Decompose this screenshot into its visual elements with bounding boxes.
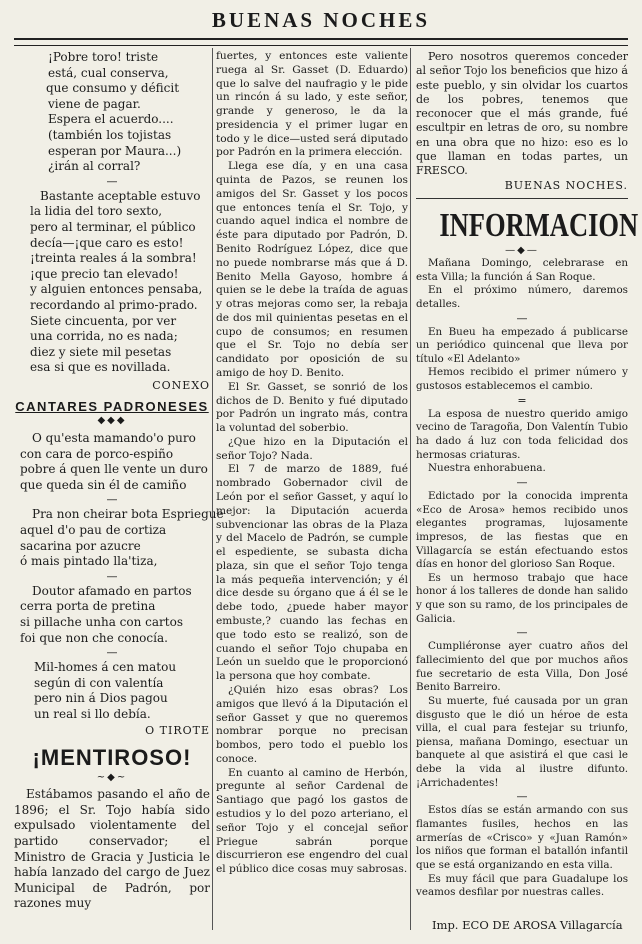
article-paragraph: El 7 de marzo de 1889, fué nombrado Gobernador civil de León por el señor Gasset, y aquí lo mejor: la Diputación acuerda subvencionar las obras de la Plaza y del Macelo de Padrón, se cumple el espediente, se subasta dicha plaza, sin que el señor Tojo tenga la más pequeña intervención; y él dice desde su órgano que á él se le debe todo, ¿puede haber mayor embuste,? cuando las fechas en que todo esto se realizó, son de cuando el señor Tojo chupaba en León un sueldo que le proporcionó la persona que hoy combate. — [216, 463, 408, 683]
section-title-informacion: INFORMACION — [439, 206, 639, 244]
article-paragraph: En cuanto al camino de Herbón, pregunte al señor Cardenal de Santiago que pagó los gastos de estudios y lo del pozo arteriano, el señor Tojo y el concejal señor Priegue sabrán porque discurrieron ese engendro del cual el público dice cosas muy sabrosas. — [216, 766, 408, 876]
verse-line: pero nin á Dios pagou — [34, 691, 168, 706]
news-item: Estos días se están armando con sus flamantes fusiles, hechos en las armerías de «Crisco» y «Juan Ramón» los niños que forman el batallón infantil que se está organizando en esta villa. — [416, 804, 628, 871]
verse-line: una corrida, no es nada; — [30, 329, 178, 344]
separator-dash: = — [517, 393, 527, 407]
news-item: Es muy fácil que para Guadalupe los veamos desfilar por nuestras calles. — [416, 872, 628, 899]
masthead — [14, 6, 628, 40]
verse-line: un real si llo debía. — [34, 706, 151, 721]
verse-line: ¡Pobre toro! triste — [48, 50, 159, 64]
verse-line: que consumo y déficit — [46, 81, 180, 96]
signature: O TIROTE — [145, 723, 210, 737]
verse-line: sacarina por azucre — [20, 538, 141, 553]
verse-line: Siete cincuenta, por ver — [30, 313, 177, 328]
news-item: Edictado por la conocida imprenta «Eco de Arosa» hemos recibido unos elegantes programas, lujosamente impresos, de las fiestas que en Villagarcía se están efectuando estos días en honor del glorioso San Roque. — [416, 489, 628, 571]
verse-line: cerra porta de pretina — [20, 599, 156, 614]
separator-dash: — — [516, 790, 528, 804]
masthead-rule — [14, 38, 628, 46]
signature: CONEXO — [152, 378, 210, 392]
verse-line: ¡treinta reales á la sombra! — [30, 251, 197, 266]
column-2 — [216, 50, 408, 877]
article-paragraph: Pero nosotros queremos conceder al señor Tojo los beneficios que hizo á este pueblo, y sin olvidar los cuartos de los pobres, tenemos que reconocer que el más grande, fué escultpir en letras de oro, su nombre en una obra que no hizo: eso es lo que llaman en todas partes, un FRESCO. — [416, 50, 628, 178]
verse-line: Doutor afamado en partos — [32, 583, 192, 598]
article-paragraph: Estábamos pasando el año de 1896; el Sr. Tojo había sido expulsado violentamente del partido conservador; el Ministro de Gracia y Justicia le había lanzado del cargo de Juez Municipal de Padrón, por razones muy — [14, 787, 210, 911]
separator-dash: — — [106, 646, 118, 660]
news-item: Su muerte, fué causada por un gran disgusto que le dió un héroe de esta villa, el cual para festejar su triunfo, piensa, mañana Domingo, esectuar un banquete al que asistirá el que casi le debe la vida al ilustre difunto. ¡Arrichadentes! — [416, 694, 628, 789]
verse-line: aquel d'o pau de cortiza — [20, 523, 167, 538]
verse-line: O qu'esta mamando'o puro — [32, 431, 196, 446]
signature: BUENAS NOCHES. — [504, 178, 628, 192]
poem-toro — [14, 50, 210, 175]
verse-line: diez y siete mil pesetas — [30, 344, 172, 359]
verse-line: Espera el acuerdo.... — [48, 112, 174, 127]
separator-dash: — — [106, 493, 118, 507]
separator-dash: — — [516, 475, 528, 489]
verse-line: ó mais pintado lla'tiza, — [20, 554, 158, 569]
verse-line: recordando al primo-prado. — [30, 297, 198, 312]
article-paragraph: El Sr. Gasset, se sonrió de los dichos de D. Benito y fué diputado por Padrón un ingrato más, contra la voluntad del soberbio. — [216, 380, 408, 435]
cantar-3 — [14, 584, 210, 646]
separator-dash: — — [516, 311, 528, 325]
article-paragraph: ¿Quién hizo esas obras? Los amigos que llevó á la Diputación el señor Gasset y que no queremos nombrar porque no precisan bombos, pero todo el pueblo los conoce. — [216, 683, 408, 765]
verse-line: Mil-homes á cen matou — [34, 660, 177, 675]
column-3 — [416, 50, 639, 900]
verse-line: si pillache unha con cartos — [20, 615, 183, 629]
news-item: En el próximo número, daremos detalles. — [416, 284, 628, 310]
news-item: Hemos recibido el primer número y gustosos establecemos el cambio. — [416, 366, 628, 393]
news-item: En Bueu ha empezado á publicarse un periódico quincenal que lleva por título «El Adelanto» — [416, 325, 628, 365]
verse-line: la lidia del toro sexto, — [30, 204, 163, 219]
verse-line: que queda sin él de camiño — [20, 477, 187, 492]
verse-line: esperan por Maura...) — [48, 143, 182, 158]
poem-lidia — [14, 189, 210, 376]
separator-dash: — — [106, 569, 118, 583]
verse-line: con cara de porco-espiño — [20, 446, 174, 461]
verse-line: (también los tojistas — [48, 127, 172, 142]
verse-line: Pra non cheirar bota Espriegue — [32, 507, 224, 522]
verse-line: foi que non che conocía. — [20, 630, 168, 645]
article-paragraph: fuertes, y entonces este valiente ruega al Sr. Gasset (D. Eduardo) que lo salve del naufragio y le pide un rincón á su lado, y este señor, grande y generoso, le da la presidencia y el primer lugar en todo y le dice—usted será diputado por Padrón en la primera elección. — [216, 50, 408, 159]
section-title-cantares: CANTARES PADRONESES — [15, 399, 209, 415]
verse-line: esa si que es novillada. — [30, 360, 171, 375]
separator-dash: — — [106, 174, 118, 188]
verse-line: Bastante aceptable estuvo — [40, 188, 201, 203]
verse-line: ¿irán al corral? — [48, 159, 141, 174]
column-divider — [212, 48, 213, 930]
news-item: Es un hermoso trabajo que hace honor á los talleres de donde han salido y que son su ramo, de los principales de Galicia. — [416, 571, 628, 625]
news-item: Cumpliéronse ayer cuatro años del fallecimiento del que por muchos años fue secretario de esta Villa, Don José Benito Barreiro. — [416, 640, 628, 694]
cantar-1 — [14, 431, 210, 493]
separator-dash: — — [516, 626, 528, 640]
verse-line: según di con valentía — [34, 675, 164, 690]
ornament: ~◆~ — [96, 772, 128, 784]
verse-line: pobre á quen lle vente un duro — [20, 462, 208, 477]
verse-line: ¡que precio tan elevado! — [30, 266, 179, 281]
column-divider — [410, 48, 411, 930]
news-item: Nuestra enhorabuena. — [428, 462, 546, 475]
column-1 — [14, 50, 224, 912]
verse-line: y alguien entonces pensaba, — [30, 282, 203, 297]
section-title-mentiroso: ¡MENTIROSO! — [32, 745, 192, 771]
verse-line: decía—¡que caro es esto! — [30, 235, 184, 250]
verse-line: viene de pagar. — [48, 96, 141, 111]
news-item: La esposa de nuestro querido amigo vecino de Taragoña, Don Valentín Tubio ha dado á luz con toda felicidad dos hermosas criaturas. — [416, 407, 628, 461]
cantar-2 — [14, 507, 224, 569]
masthead-title: BUENAS NOCHES — [211, 8, 431, 32]
ornament: ◆◆◆ — [97, 415, 127, 427]
imprint-line: Imp. ECO DE AROSA Villagarcía — [432, 918, 623, 932]
verse-line: está, cual conserva, — [48, 65, 169, 80]
news-item: Mañana Domingo, celebrarase en esta Villa; la función á San Roque. — [416, 256, 628, 283]
cantar-4 — [14, 660, 210, 722]
article-paragraph: ¿Que hizo en la Diputación el señor Tojo? Nada. — [216, 435, 408, 462]
verse-line: pero al terminar, el público — [30, 219, 196, 234]
section-rule — [416, 198, 628, 199]
ornament: —◆— — [505, 244, 539, 256]
article-paragraph: Llega ese día, y en una casa quinta de Pazos, se reunen los amigos del Sr. Gasset y los pocos que entonces tenía el Sr. Tojo, y cuando aquel indica el nombre de éste para diputado por Padrón, D. Benito Rodríguez López, dice que no puede nombrarse más que á D. Benito Mella Gayoso, hombre á quien se le debe la traída de aguas y otras mejoras como ser, la rebaja de dos mil quinientas pesetas en el cupo de consumos; en resumen que el Sr. Tojo no debía ser candidato por oposición de su amigo de hoy D. Benito. — [216, 160, 408, 379]
